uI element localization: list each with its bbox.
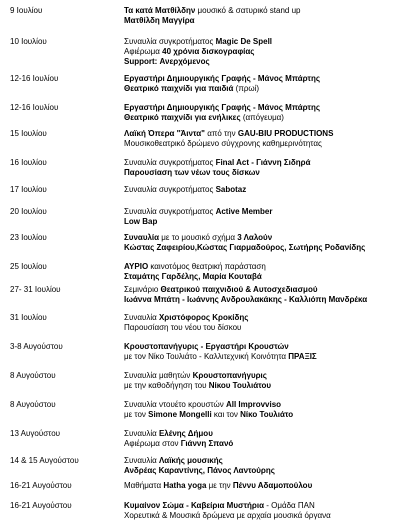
event-highlight-text: Final Act - Γιάννη Σιδηρά [215,158,311,167]
event-text: με την [206,481,233,490]
event-date: 25 Ιουλίου [10,262,47,271]
event-description [124,233,404,253]
event-highlight-text: Θεατρικού παιχνιδιού & Αυτοσχεδιασμού [160,285,318,294]
event-text: Συναυλία [124,429,159,438]
event-highlight-text: Χριστόφορος Κροκίδης [158,313,249,322]
event-date: 8 Αυγούστου [10,400,56,409]
event-date: 3-8 Αυγούστου [10,342,63,351]
event-date: 20 Ιουλίου [10,207,47,216]
event-highlight-text: Νίκου Τουλιάτου [208,381,271,390]
event-highlight-text: Support: Ανερχόμενος [124,57,210,66]
event-text: Συναυλία μαθητών [124,371,193,380]
event-text: Χορευτικά & Μουσικά δρώμενα με αρχαία μουσικά όργανα [124,511,331,520]
event-text: Μουσικοθεατρικό δρώμενο σύγχρονης καθημερινότητας [124,139,322,148]
event-description [124,313,404,333]
event-line [124,352,404,362]
event-line [124,207,404,217]
event-text: Συναυλία [124,456,159,465]
event-line [124,158,404,168]
event-line [124,400,404,410]
event-highlight-text: Ανδρέας Καραντίνης, Πάνος Λαντούρης [124,466,275,475]
event-description [124,103,404,123]
event-description [124,501,404,521]
event-highlight-text: Τα κατά Ματθίλδην [124,6,196,15]
event-line [124,410,404,420]
event-text: - Ομάδα ΠΑΝ [264,501,315,510]
event-highlight-text: Ιωάννα Μπάτη - Ιωάννης Ανδρουλακάκης - Καλλιόπη Μανδρέκα [124,295,368,304]
event-line [124,74,404,84]
event-highlight-text: Λαϊκή Όπερα "Άιντα" [124,129,205,138]
event-description [124,74,404,94]
event-line [124,313,404,323]
event-date: 9 Ιουλίου [10,6,43,15]
event-description [124,429,404,449]
event-line [124,371,404,381]
event-text: από την [204,129,238,138]
event-highlight-text: Magic De Spell [215,37,273,46]
event-text: μουσικό & σατυρικό stand up [195,6,301,15]
event-line [124,285,404,295]
event-date: 15 Ιουλίου [10,129,47,138]
event-highlight-text: Κρουστοπανήγυρις - Εργαστήρι Κρουστών [124,342,289,351]
event-line [124,139,404,149]
event-line [124,456,404,466]
event-date: 17 Ιουλίου [10,185,47,194]
event-highlight-text: Ματθίλδη Μαγγίρα [124,16,195,25]
event-text: (απόγευμα) [240,113,284,122]
event-text: Παρουσίαση του νέου του δίσκου [124,323,242,332]
event-line [124,323,404,333]
event-text: Αφιέρωμα [124,47,163,56]
event-date: 23 Ιουλίου [10,233,47,242]
event-highlight-text: Ελένης Δήμου [158,429,213,438]
event-line [124,381,404,391]
event-highlight-text: Hatha yoga [163,481,207,490]
event-description [124,158,404,178]
event-highlight-text: Θεατρικό παιχνίδι για ενήλικες [124,113,241,122]
event-line [124,466,404,476]
event-text: καινοτόμος θεατρική παράσταση [148,262,266,271]
event-highlight-text: Simone Mongelli [148,410,212,419]
event-line [124,511,404,521]
event-date: 10 Ιουλίου [10,37,47,46]
event-text: με τον Νίκο Τουλιάτο - Καλλιτεχνική Κοινότητα [124,352,289,361]
event-line [124,84,404,94]
event-description [124,262,404,282]
event-text: με το μουσικό σχήμα [159,233,238,242]
event-line [124,103,404,113]
event-highlight-text: Εργαστήρι Δημιουργικής Γραφής - Μάνος Μπάρτης [124,74,321,83]
event-description [124,481,404,491]
event-line [124,185,404,195]
event-line [124,262,404,272]
event-line [124,439,404,449]
event-date: 27- 31 Ιουλίου [10,285,61,294]
event-line [124,501,404,511]
event-date: 14 & 15 Αυγούστου [10,456,79,465]
event-line [124,342,404,352]
event-highlight-text: Λαϊκής μουσικής [158,456,223,465]
event-line [124,295,404,305]
event-line [124,47,404,57]
event-description [124,456,404,476]
event-highlight-text: Πέννυ Αδαμοπούλου [232,481,313,490]
event-text: και τον [211,410,241,419]
event-line [124,129,404,139]
event-text: Αφιέρωμα στον [124,439,181,448]
event-text: Συναυλία συγκροτήματος [124,185,216,194]
event-line [124,272,404,282]
event-line [124,57,404,67]
event-highlight-text: Κρουστοπανήγυρις [192,371,267,380]
event-line [124,429,404,439]
event-text: με την καθοδήγηση του [124,381,209,390]
event-line [124,481,404,491]
event-highlight-text: Sabotaz [215,185,247,194]
event-line [124,16,404,26]
event-highlight-text: Κώστας Ζαφειρίου,Κώστας Γιαρμαδούρος, Σωτήρης Ροδανίδης [124,243,366,252]
event-highlight-text: Εργαστήρι Δημιουργικής Γραφής - Μάνος Μπάρτης [124,103,321,112]
event-description [124,37,404,67]
event-description [124,400,404,420]
event-highlight-text: ΑΥΡΙΟ [124,262,149,271]
event-text: Συναυλία [124,313,159,322]
event-line [124,6,404,16]
event-description [124,342,404,362]
event-description [124,285,404,305]
event-line [124,243,404,253]
event-highlight-text: Σταμάτης Γαρδέλης, Μαρία Κουταβά [124,272,262,281]
event-highlight-text: Γιάννη Σπανό [180,439,234,448]
event-highlight-text: Θεατρικό παιχνίδι για παιδιά [124,84,234,93]
event-date: 13 Αυγούστου [10,429,61,438]
event-text: με τον [124,410,149,419]
event-date: 16 Ιουλίου [10,158,47,167]
event-date: 16-21 Αυγούστου [10,501,72,510]
event-text: Σεμινάριο [124,285,161,294]
event-description [124,6,404,26]
event-date: 12-16 Ιουλίου [10,103,59,112]
event-date: 31 Ιουλίου [10,313,47,322]
event-date: 8 Αυγούστου [10,371,56,380]
event-description [124,371,404,391]
event-text: Μαθήματα [124,481,164,490]
event-line [124,37,404,47]
event-highlight-text: All Improvviso [225,400,282,409]
event-text: Συναυλία ντουέτο κρουστών [124,400,226,409]
event-highlight-text: Active Member [215,207,273,216]
event-description [124,207,404,227]
event-highlight-text: GAU-BIU PRODUCTIONS [237,129,334,138]
event-line [124,233,404,243]
event-text: Συναυλία συγκροτήματος [124,37,216,46]
event-date: 12-16 Ιουλίου [10,74,59,83]
event-text: Συναυλία συγκροτήματος [124,158,216,167]
event-highlight-text: Low Bap [124,217,158,226]
event-text: (πρωί) [233,84,260,93]
event-line [124,113,404,123]
event-highlight-text: 40 χρόνια δισκογραφίας [162,47,255,56]
event-line [124,168,404,178]
event-date: 16-21 Αυγούστου [10,481,72,490]
event-description [124,129,404,149]
event-line [124,217,404,227]
event-text: Συναυλία συγκροτήματος [124,207,216,216]
event-highlight-text: Παρουσίαση των νέων τους δίσκων [124,168,260,177]
event-highlight-text: Κυμαίνον Σώμα - Καβείρια Μυστήρια [124,501,265,510]
event-highlight-text: ΠΡΑΞΙΣ [288,352,317,361]
event-highlight-text: 3 Λαλούν [237,233,273,242]
event-description [124,185,404,195]
event-highlight-text: Νίκο Τουλιάτο [240,410,294,419]
event-highlight-text: Συναυλία [124,233,160,242]
